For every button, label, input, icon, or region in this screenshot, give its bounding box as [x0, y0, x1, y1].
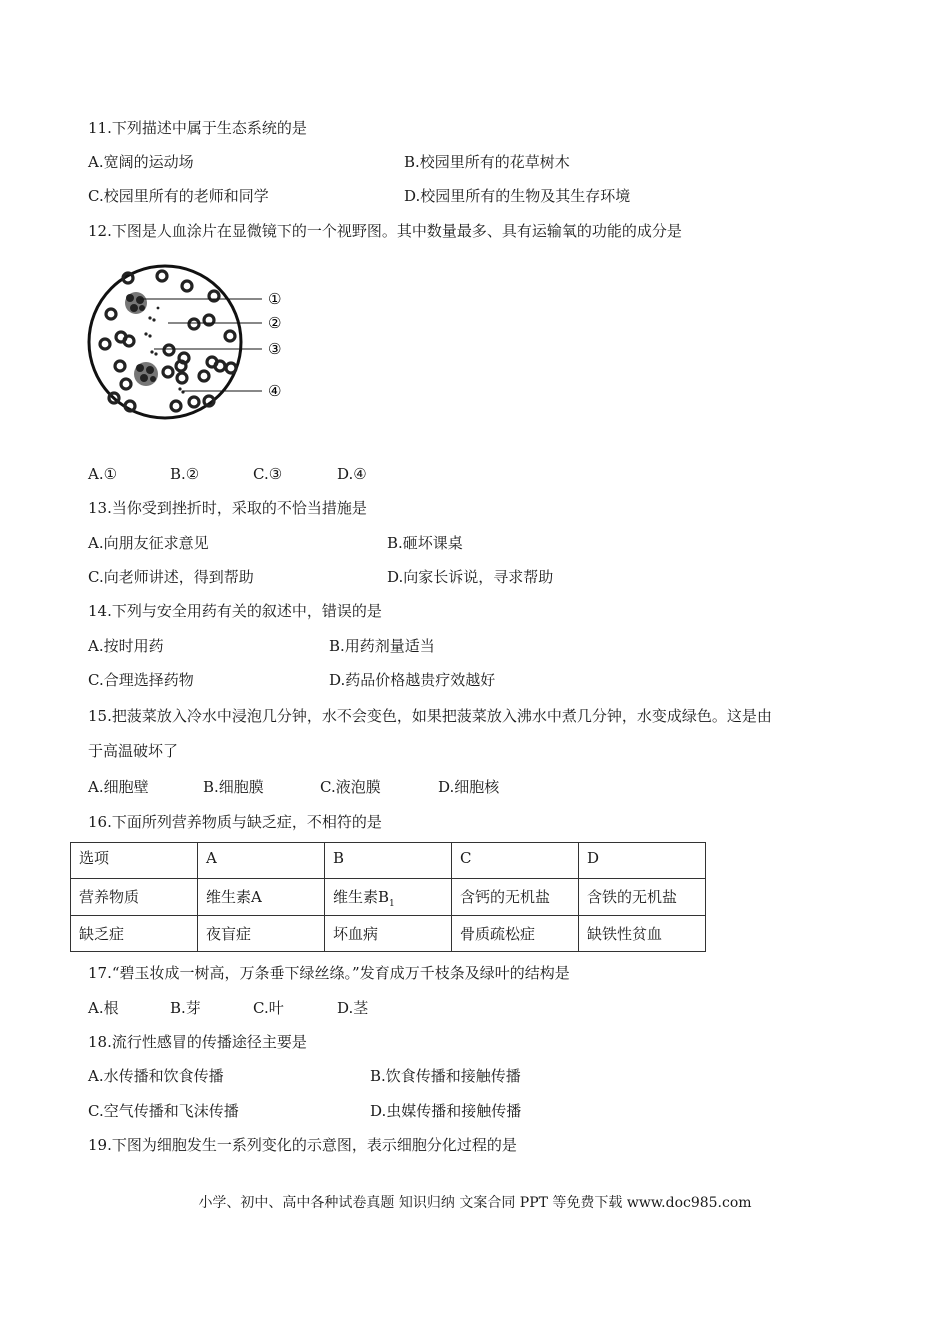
q12-stem: 12.下图是人血涂片在显微镜下的一个视野图。其中数量最多、具有运输氧的功能的成分是 [88, 222, 682, 240]
table-cell: C [452, 843, 579, 879]
q13-option-a: A.向朋友征求意见 [88, 534, 209, 552]
table-cell: 坏血病 [325, 916, 452, 952]
q15-stem-line1: 15.把菠菜放入冷水中浸泡几分钟，水不会变色，如果把菠菜放入沸水中煮几分钟，水变成绿色。这是由 [88, 707, 772, 725]
vitamin-b-label: 维生素B [333, 888, 390, 906]
figure-label-4: ④ [268, 382, 282, 400]
q19-stem: 19.下图为细胞发生一系列变化的示意图，表示细胞分化过程的是 [88, 1136, 517, 1154]
white-blood-cell [134, 362, 158, 386]
nutrient-deficiency-table [70, 842, 706, 952]
q16-stem: 16.下面所列营养物质与缺乏症，不相符的是 [88, 813, 382, 831]
table-row [71, 843, 706, 879]
q12-option-d: D.④ [337, 465, 367, 483]
q18-option-b: B.饮食传播和接触传播 [370, 1067, 521, 1085]
q14-option-d: D.药品价格越贵疗效越好 [329, 671, 496, 689]
table-cell: 缺乏症 [71, 916, 198, 952]
figure-label-3: ③ [268, 340, 282, 358]
q11-option-b: B.校园里所有的花草树木 [404, 153, 570, 171]
table-row [71, 879, 706, 916]
q17-option-a: A.根 [88, 999, 119, 1017]
q11-stem: 11.下列描述中属于生态系统的是 [88, 119, 307, 137]
table-cell: 骨质疏松症 [452, 916, 579, 952]
q13-stem: 13.当你受到挫折时，采取的不恰当措施是 [88, 499, 367, 517]
table-cell: 维生素A [198, 879, 325, 916]
table-cell: 含铁的无机盐 [579, 879, 706, 916]
q14-option-a: A.按时用药 [88, 637, 164, 655]
q12-option-b: B.② [170, 465, 200, 483]
q15-stem-line2: 于高温破坏了 [88, 742, 179, 760]
q14-option-b: B.用药剂量适当 [329, 637, 435, 655]
q13-option-d: D.向家长诉说，寻求帮助 [387, 568, 554, 586]
table-row [71, 916, 706, 952]
q15-option-a: A.细胞壁 [88, 778, 149, 796]
q11-option-d: D.校园里所有的生物及其生存环境 [404, 187, 631, 205]
q17-option-d: D.茎 [337, 999, 369, 1017]
q18-option-d: D.虫媒传播和接触传播 [370, 1102, 522, 1120]
q11-option-c: C.校园里所有的老师和同学 [88, 187, 269, 205]
table-cell: 含钙的无机盐 [452, 879, 579, 916]
q18-stem: 18.流行性感冒的传播途径主要是 [88, 1033, 307, 1051]
q13-option-c: C.向老师讲述，得到帮助 [88, 568, 254, 586]
table-cell: 缺铁性贫血 [579, 916, 706, 952]
table-cell: B [325, 843, 452, 879]
q18-option-a: A.水传播和饮食传播 [88, 1067, 224, 1085]
q13-option-b: B.砸坏课桌 [387, 534, 463, 552]
blood-smear-micrograph [84, 256, 304, 436]
q17-option-b: B.芽 [170, 999, 201, 1017]
white-blood-cell [125, 292, 147, 314]
table-cell: 夜盲症 [198, 916, 325, 952]
q14-stem: 14.下列与安全用药有关的叙述中，错误的是 [88, 602, 382, 620]
table-cell [325, 879, 452, 916]
q11-option-a: A.宽阔的运动场 [88, 153, 194, 171]
page-footer: 小学、初中、高中各种试卷真题 知识归纳 文案合同 PPT 等免费下载 www.doc985.com [198, 1195, 752, 1211]
q15-option-c: C.液泡膜 [320, 778, 381, 796]
figure-label-1: ① [268, 290, 282, 308]
table-cell: 选项 [71, 843, 198, 879]
q17-stem: 17.“碧玉妆成一树高，万条垂下绿丝绦。”发育成万千枝条及绿叶的结构是 [88, 964, 570, 982]
table-cell: A [198, 843, 325, 879]
vitamin-b-subscript: 1 [389, 899, 395, 909]
q18-option-c: C.空气传播和飞沫传播 [88, 1102, 239, 1120]
q17-option-c: C.叶 [253, 999, 284, 1017]
q12-option-a: A.① [88, 465, 118, 483]
table-cell: D [579, 843, 706, 879]
figure-label-2: ② [268, 314, 282, 332]
table-cell: 营养物质 [71, 879, 198, 916]
q15-option-b: B.细胞膜 [203, 778, 264, 796]
q12-option-c: C.③ [253, 465, 283, 483]
q15-option-d: D.细胞核 [438, 778, 500, 796]
q14-option-c: C.合理选择药物 [88, 671, 194, 689]
